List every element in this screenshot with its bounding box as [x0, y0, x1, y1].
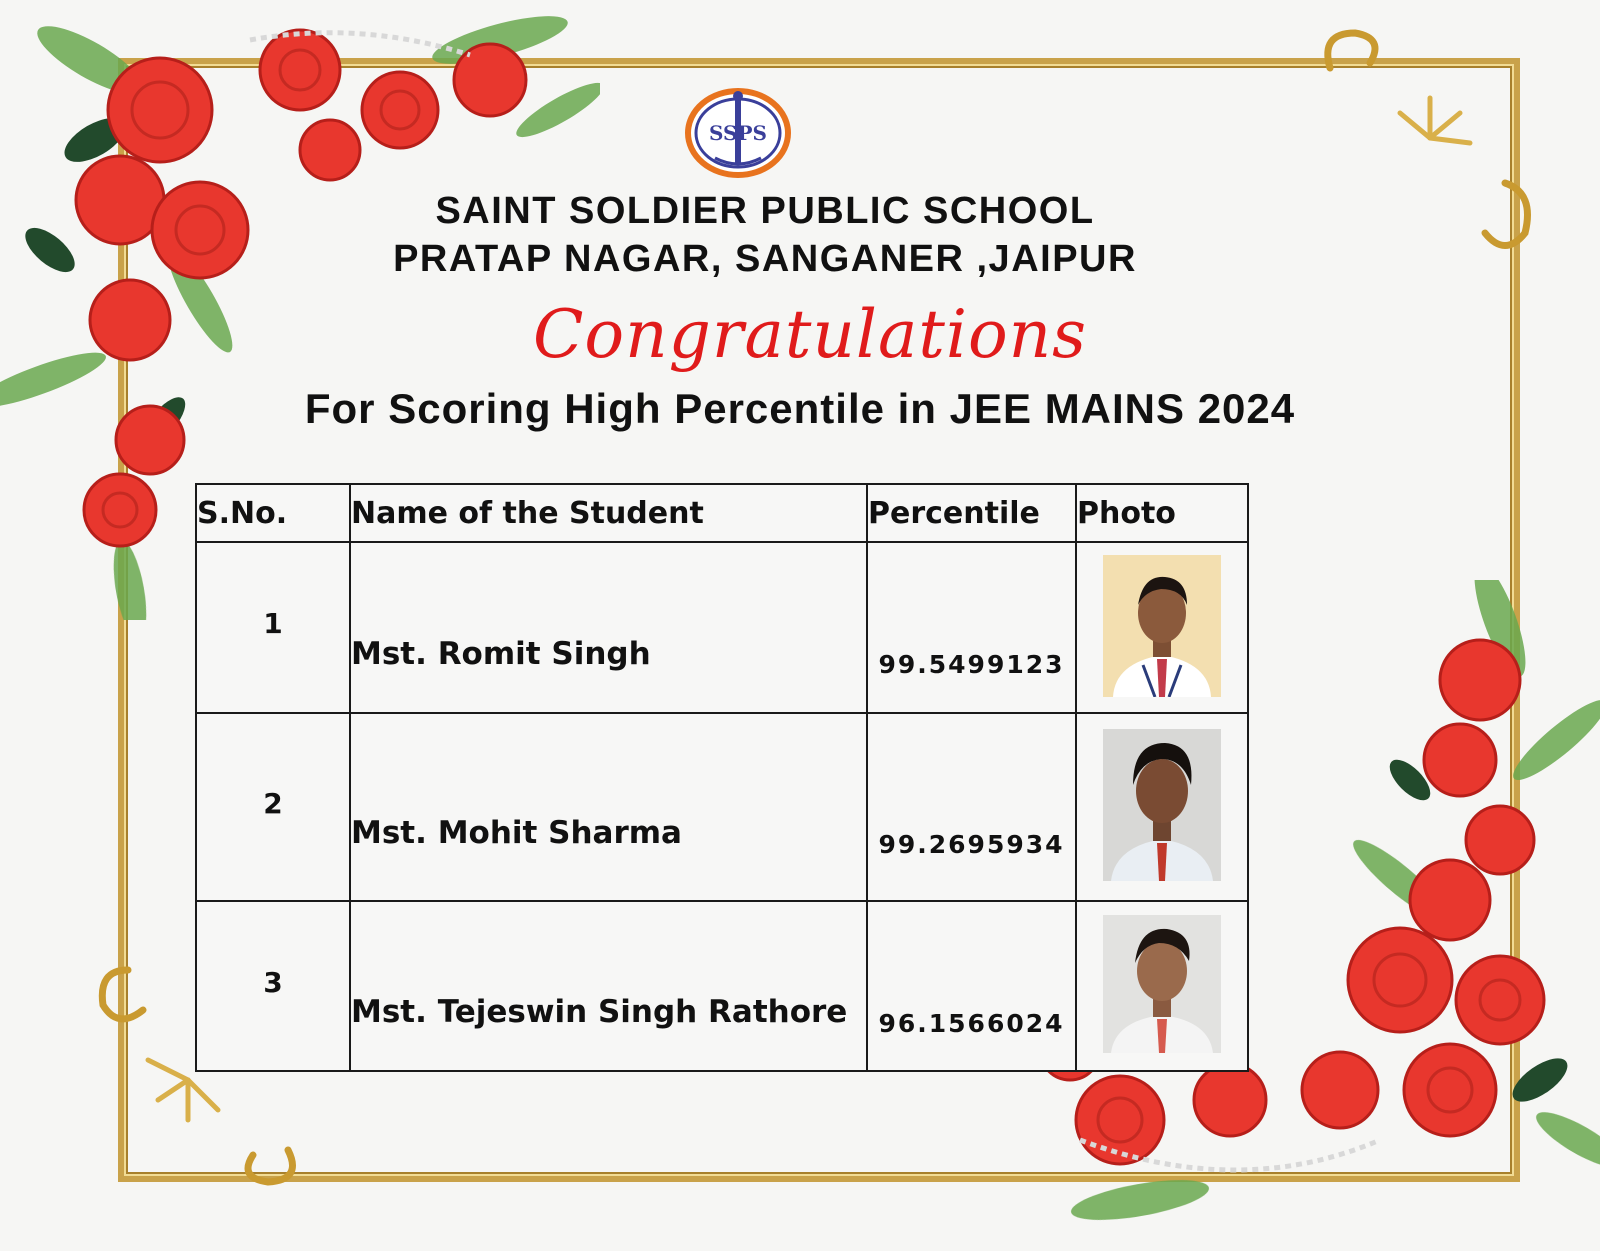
percentile-cell: [867, 713, 1076, 901]
student-photo: [1103, 555, 1221, 697]
percentile-value: 96.1566024: [878, 1008, 1065, 1038]
student-name-cell: [350, 542, 867, 713]
photo-cell: [1076, 542, 1248, 713]
column-header-photo: Photo: [1076, 484, 1248, 542]
school-logo: [685, 88, 791, 178]
percentile-value: 99.2695934: [878, 829, 1065, 859]
serial-number-cell: [196, 542, 350, 713]
column-header-sno: S.No.: [196, 484, 350, 542]
table-row: [196, 901, 1248, 1071]
student-name-cell: [350, 901, 867, 1071]
photo-cell: [1076, 713, 1248, 901]
student-photo: [1103, 915, 1221, 1053]
serial-number-cell: [196, 713, 350, 901]
serial-number: 3: [263, 965, 283, 999]
student-name-cell: [350, 713, 867, 901]
photo-cell: [1076, 901, 1248, 1071]
table-row: [196, 542, 1248, 713]
table-header-row: [196, 484, 1248, 542]
school-name: SAINT SOLDIER PUBLIC SCHOOL: [435, 190, 1095, 232]
student-photo: [1103, 729, 1221, 881]
percentile-cell: [867, 542, 1076, 713]
serial-number-cell: [196, 901, 350, 1071]
subtitle: For Scoring High Percentile in JEE MAINS 2024: [304, 385, 1296, 432]
serial-number: 1: [263, 607, 283, 640]
student-name: Mst. Mohit Sharma: [351, 815, 682, 851]
table-row: [196, 713, 1248, 901]
school-address: PRATAP NAGAR, SANGANER ,JAIPUR: [393, 238, 1137, 280]
student-name: Mst. Romit Singh: [351, 635, 651, 672]
serial-number: 2: [263, 786, 283, 820]
student-name: Mst. Tejeswin Singh Rathore: [351, 994, 848, 1030]
results-table: [195, 483, 1249, 1072]
percentile-value: 99.5499123: [878, 650, 1065, 679]
percentile-cell: [867, 901, 1076, 1071]
svg-text:SSPS: SSPS: [709, 121, 767, 145]
column-header-name: Name of the Student: [350, 484, 867, 542]
congratulations-headline: Congratulations: [532, 296, 1088, 373]
column-header-percentile: Percentile: [867, 484, 1076, 542]
